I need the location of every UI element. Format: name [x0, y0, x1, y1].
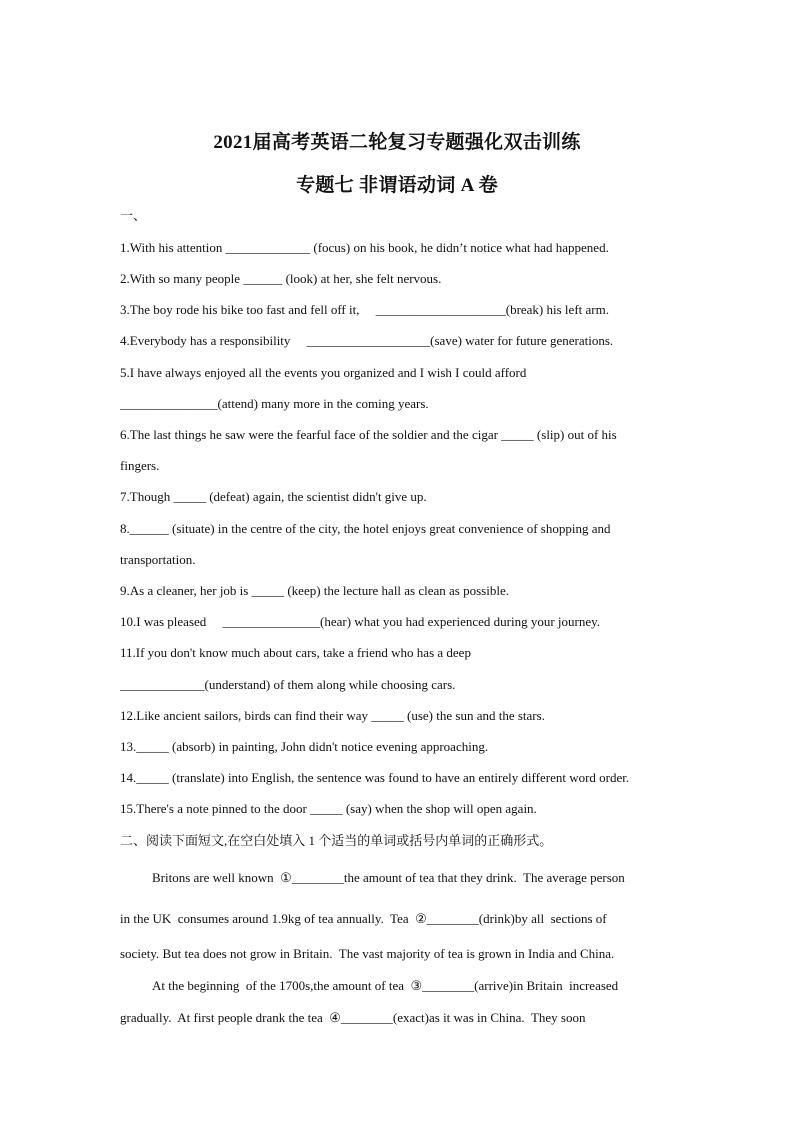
passage-line: society. But tea does not grow in Britain. The vast majority of tea is grown in India and China. [120, 946, 615, 961]
exercise-line: _____________(understand) of them along while choosing cars. [120, 677, 456, 692]
exercise-line: 8.______ (situate) in the centre of the city, the hotel enjoys great convenience of shopping and [120, 521, 611, 536]
exercise-line: 11.If you don't know much about cars, take a friend who has a deep [120, 645, 471, 660]
exercise-line: 4.Everybody has a responsibility ___________________(save) water for future generations. [120, 333, 614, 348]
exercise-line: _______________(attend) many more in the coming years. [120, 396, 429, 411]
passage-line: At the beginning of the 1700s,the amount of tea ③________(arrive)in Britain increased [152, 978, 619, 993]
page-title: 2021届高考英语二轮复习专题强化双击训练 [213, 132, 581, 153]
exercise-line: 1.With his attention _____________ (focus) on his book, he didn’t notice what had happened. [120, 240, 609, 255]
exercise-line: transportation. [120, 552, 196, 567]
exercise-line: 9.As a cleaner, her job is _____ (keep) the lecture hall as clean as possible. [120, 583, 509, 598]
exercise-line: 10.I was pleased _______________(hear) what you had experienced during your journey. [120, 614, 601, 629]
exercise-line: fingers. [120, 458, 160, 473]
exercise-line: 13._____ (absorb) in painting, John didn't notice evening approaching. [120, 739, 489, 754]
exercise-line: 12.Like ancient sailors, birds can find their way _____ (use) the sun and the stars. [120, 708, 545, 723]
page-subtitle: 专题七 非谓语动词 A 卷 [296, 175, 498, 196]
passage-line: in the UK consumes around 1.9kg of tea annually. Tea ②________(drink)by all sections of [120, 911, 607, 926]
passage-line: gradually. At first people drank the tea ④________(exact)as it was in China. They soon [120, 1010, 586, 1025]
section-one-heading: 一、 [120, 208, 147, 223]
section-two-heading: 二、阅读下面短文,在空白处填入 1 个适当的单词或括号内单词的正确形式。 [120, 833, 553, 848]
exercise-line: 5.I have always enjoyed all the events you organized and I wish I could afford [120, 365, 527, 380]
exercise-line: 7.Though _____ (defeat) again, the scientist didn't give up. [120, 489, 427, 504]
exercise-line: 3.The boy rode his bike too fast and fell off it, ____________________(break) his left arm. [120, 302, 609, 317]
exercise-line: 14._____ (translate) into English, the sentence was found to have an entirely different word order. [120, 770, 630, 785]
exercise-line: 2.With so many people ______ (look) at her, she felt nervous. [120, 271, 442, 286]
passage-line: Britons are well known ①________the amount of tea that they drink. The average person [152, 870, 625, 885]
exercise-line: 6.The last things he saw were the fearful face of the soldier and the cigar _____ (slip) out of his [120, 427, 617, 442]
exercise-line: 15.There's a note pinned to the door _____ (say) when the shop will open again. [120, 801, 537, 816]
